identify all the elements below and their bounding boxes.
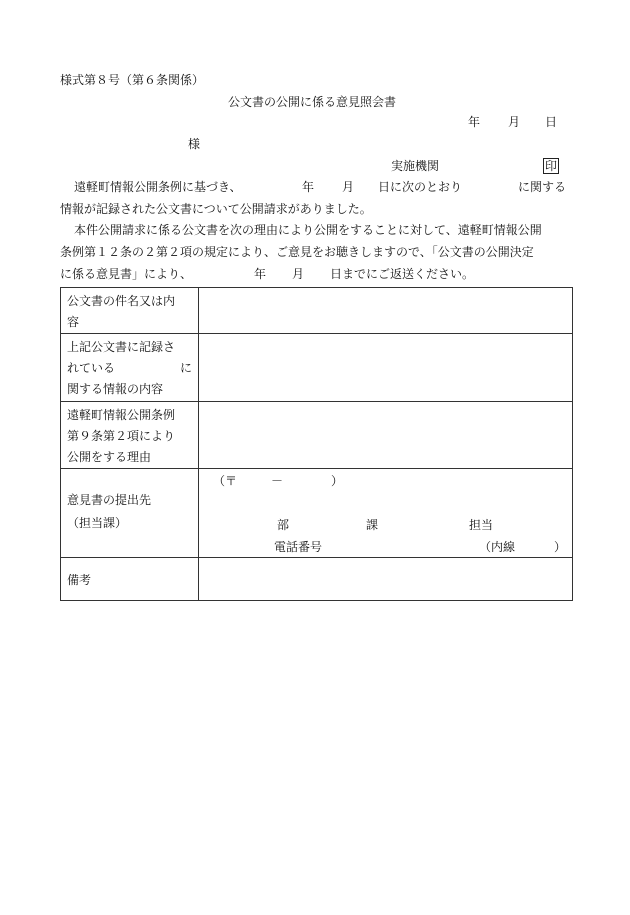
p1-month: 月 xyxy=(342,180,355,194)
row-submission-destination xyxy=(61,469,573,558)
row-disclosure-reason xyxy=(61,402,573,469)
p2-line-1: 本件公開請求に係る公文書を次の理由により公開をすることに対して、遠軽町情報公開 xyxy=(74,223,542,237)
label-line: 公文書の件名又は内 xyxy=(67,294,176,308)
label-line: 上記公文書に記録さ xyxy=(67,340,176,354)
value-disclosure-reason[interactable] xyxy=(199,402,573,469)
postal-close: ） xyxy=(331,474,344,488)
label-submission-destination xyxy=(61,469,199,558)
date-month-label: 月 xyxy=(508,115,521,129)
p1-year: 年 xyxy=(302,180,315,194)
paragraph-1 xyxy=(60,176,574,220)
label-line: 容 xyxy=(67,315,80,329)
label-recorded-info xyxy=(61,334,199,402)
value-remarks[interactable] xyxy=(199,558,573,601)
p2-line-3-a: に係る意見書」により、 xyxy=(60,267,193,281)
label-line: 公開をする理由 xyxy=(67,450,152,464)
label-fragment: れている xyxy=(67,361,116,375)
label-line: 遠軽町情報公開条例 xyxy=(67,408,176,422)
person-in-charge-label: 担当 xyxy=(469,518,494,532)
label-line xyxy=(67,358,192,379)
addressee-suffix: 様 xyxy=(188,137,201,151)
p2-year: 年 xyxy=(254,267,267,281)
department-label: 部 xyxy=(277,518,290,532)
form-number: 様式第８号（第６条関係） xyxy=(60,73,205,87)
phone-label: 電話番号 xyxy=(274,540,323,554)
p1-tail: に関する xyxy=(518,180,567,194)
label-line: 意見書の提出先 xyxy=(67,493,152,507)
sender-label: 実施機関 xyxy=(391,159,440,173)
document-title: 公文書の公開に係る意見照会書 xyxy=(228,95,397,109)
value-recorded-info[interactable] xyxy=(199,334,573,402)
p2-tail: 日までにご返送ください。 xyxy=(330,267,475,281)
p2-month: 月 xyxy=(292,267,305,281)
row-document-subject xyxy=(61,288,573,334)
value-submission-destination[interactable] xyxy=(199,469,573,558)
inquiry-form-table xyxy=(60,287,573,601)
label-line: 備考 xyxy=(67,573,92,587)
paragraph-2 xyxy=(60,220,574,286)
seal-stamp: 印 xyxy=(545,159,558,173)
label-document-subject xyxy=(61,288,199,334)
date-year-label: 年 xyxy=(468,115,481,129)
postal-dash: － xyxy=(271,474,284,488)
label-disclosure-reason xyxy=(61,402,199,469)
p2-line-2: 条例第１２条の２第２項の規定により、ご意見をお聴きしますので、「公文書の公開決定 xyxy=(60,245,534,259)
extension-close: ） xyxy=(554,540,567,554)
date-day-label: 日 xyxy=(545,115,558,129)
value-document-subject[interactable] xyxy=(199,288,573,334)
p1-text-a: 遠軽町情報公開条例に基づき、 xyxy=(74,180,242,194)
p1-day-rest: 日に次のとおり xyxy=(378,180,463,194)
row-recorded-info xyxy=(61,334,573,402)
label-remarks xyxy=(61,558,199,601)
extension-open: （内線 xyxy=(479,540,516,554)
label-fragment: に xyxy=(179,361,192,375)
row-remarks xyxy=(61,558,573,601)
postal-open: （〒 xyxy=(213,474,238,488)
label-line: （担当課） xyxy=(67,516,128,530)
p1-line-2: 情報が記録された公文書について公開請求がありました。 xyxy=(60,202,372,216)
label-line: 第９条第２項により xyxy=(67,429,176,443)
section-label: 課 xyxy=(366,518,379,532)
label-line: 関する情報の内容 xyxy=(67,382,164,396)
